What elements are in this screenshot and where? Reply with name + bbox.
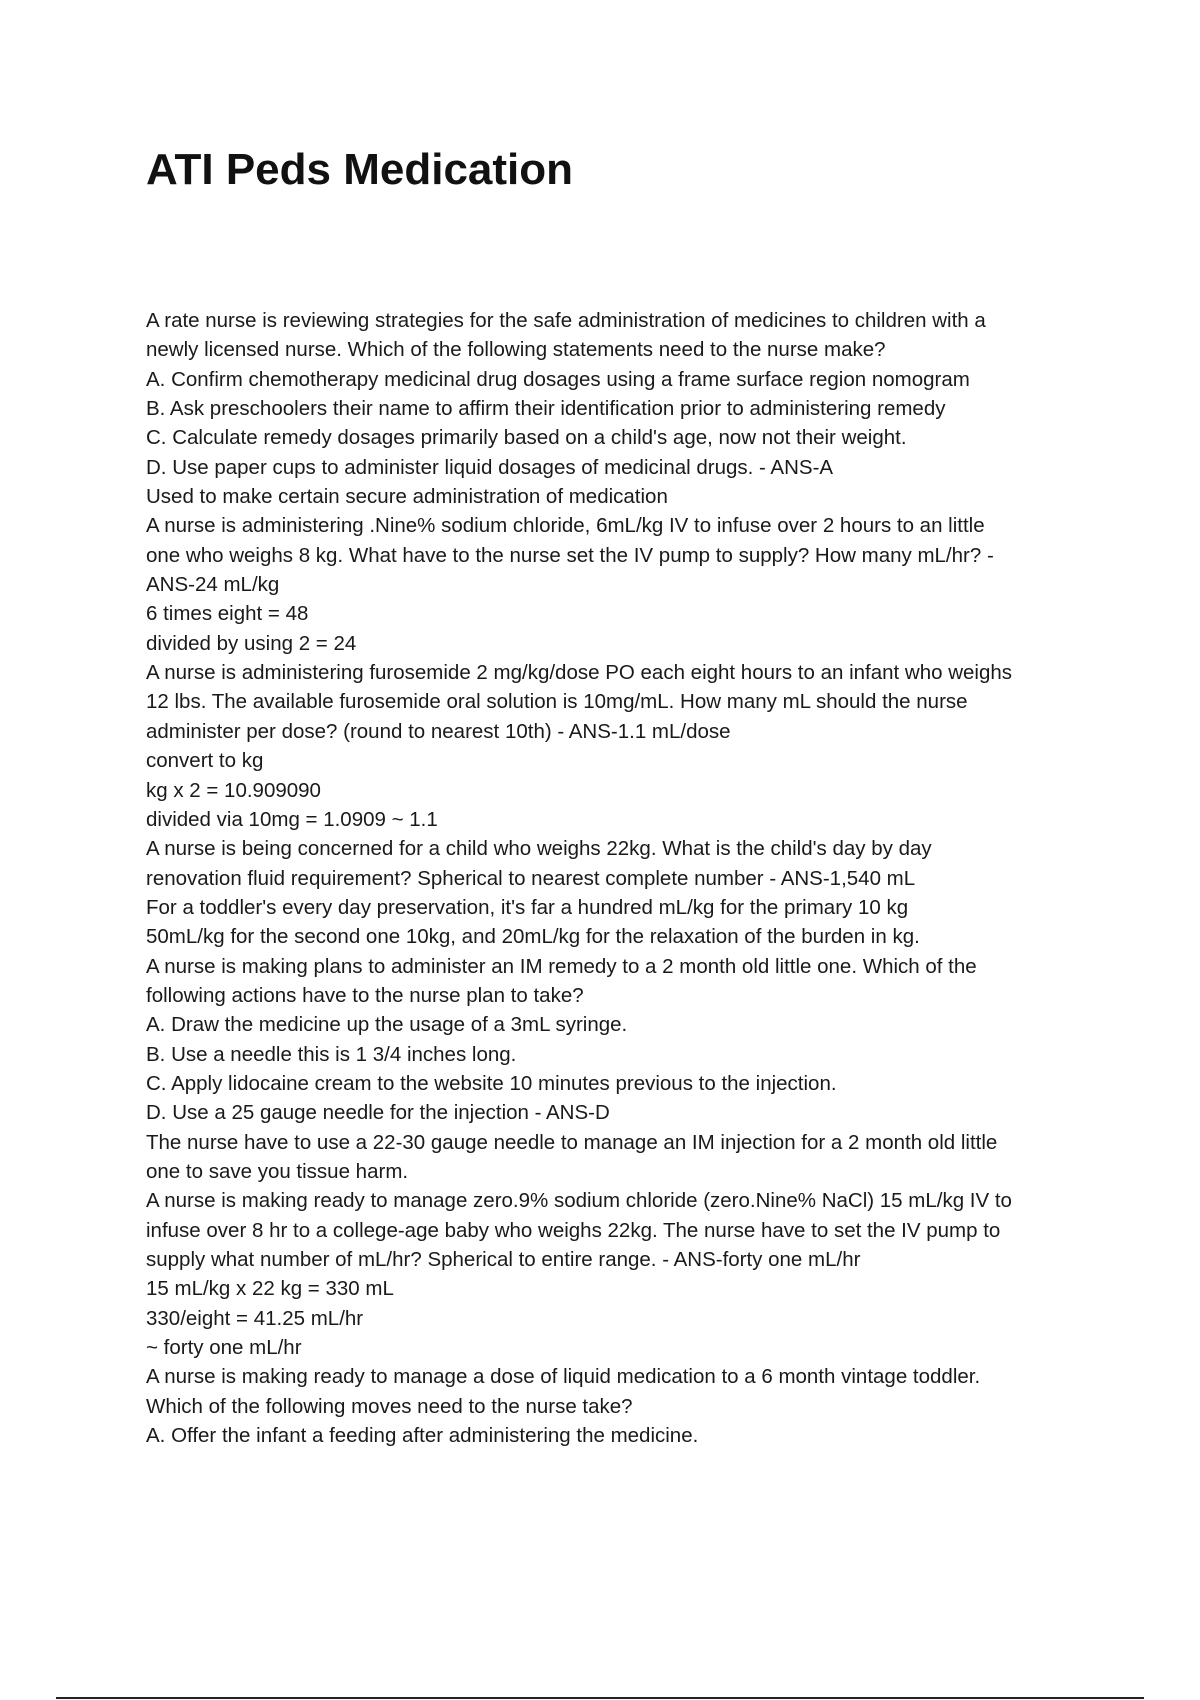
text-line: ANS-24 mL/kg: [146, 573, 280, 597]
text-line: 15 mL/kg x 22 kg = 330 mL: [146, 1277, 394, 1301]
text-line: following actions have to the nurse plan to take?: [146, 983, 584, 1007]
text-line: D. Use paper cups to administer liquid dosages of medicinal drugs. - ANS-A: [146, 455, 834, 479]
text-line: A nurse is administering furosemide 2 mg/kg/dose PO each eight hours to an infant who weighs: [146, 661, 1013, 685]
text-line: ~ forty one mL/hr: [146, 1336, 302, 1360]
text-line: infuse over 8 hr to a college-age baby who weighs 22kg. The nurse have to set the IV pump to: [146, 1218, 1001, 1242]
document-body: [146, 306, 1106, 1450]
text-line: Which of the following moves need to the nurse take?: [146, 1394, 633, 1418]
text-line: divided via 10mg = 1.0909 ~ 1.1: [146, 807, 438, 831]
text-line: C. Calculate remedy dosages primarily based on a child's age, now not their weight.: [146, 426, 907, 450]
text-line: 12 lbs. The available furosemide oral solution is 10mg/mL. How many mL should the nurse: [146, 690, 968, 714]
text-line: divided by using 2 = 24: [146, 631, 357, 655]
text-line: one to save you tissue harm.: [146, 1159, 409, 1183]
text-line: For a toddler's every day preservation, it's far a hundred mL/kg for the primary 10 kg: [146, 895, 909, 919]
text-line: A nurse is being concerned for a child who weighs 22kg. What is the child's day by day: [146, 837, 932, 861]
text-line: B. Ask preschoolers their name to affirm their identification prior to administering remedy: [146, 397, 946, 421]
text-line: A nurse is making ready to manage a dose of liquid medication to a 6 month vintage toddler.: [146, 1365, 981, 1389]
text-line: A. Confirm chemotherapy medicinal drug dosages using a frame surface region nomogram: [146, 367, 970, 391]
text-line: newly licensed nurse. Which of the following statements need to the nurse make?: [146, 338, 886, 362]
text-line: kg x 2 = 10.909090: [146, 778, 321, 802]
text-line: A nurse is making plans to administer an IM remedy to a 2 month old little one. Which of the: [146, 954, 977, 978]
text-line: A rate nurse is reviewing strategies for the safe administration of medicines to children with a: [146, 309, 986, 332]
text-line: A nurse is making ready to manage zero.9% sodium chloride (zero.Nine% NaCl) 15 mL/kg IV to: [146, 1189, 1012, 1213]
text-line: A. Offer the infant a feeding after administering the medicine.: [146, 1424, 699, 1448]
text-line: 50mL/kg for the second one 10kg, and 20mL/kg for the relaxation of the burden in kg.: [146, 925, 920, 949]
text-line: A nurse is administering .Nine% sodium chloride, 6mL/kg IV to infuse over 2 hours to an little: [146, 514, 985, 538]
text-line: convert to kg: [146, 749, 264, 773]
text-line: one who weighs 8 kg. What have to the nurse set the IV pump to supply? How many mL/hr? -: [146, 543, 994, 567]
text-line: A. Draw the medicine up the usage of a 3mL syringe.: [146, 1013, 628, 1037]
text-line: B. Use a needle this is 1 3/4 inches long.: [146, 1042, 517, 1066]
footer-divider: [56, 1697, 1144, 1699]
text-line: D. Use a 25 gauge needle for the injection - ANS-D: [146, 1101, 610, 1125]
text-line: 330/eight = 41.25 mL/hr: [146, 1306, 364, 1330]
text-line: Used to make certain secure administration of medication: [146, 485, 668, 509]
text-line: The nurse have to use a 22-30 gauge needle to manage an IM injection for a 2 month old little: [146, 1130, 998, 1154]
document-title: ATI Peds Medication: [146, 145, 574, 194]
text-line: renovation fluid requirement? Spherical to nearest complete number - ANS-1,540 mL: [146, 866, 916, 890]
text-line: C. Apply lidocaine cream to the website 10 minutes previous to the injection.: [146, 1071, 837, 1095]
text-line: 6 times eight = 48: [146, 602, 309, 626]
text-line: administer per dose? (round to nearest 10th) - ANS-1.1 mL/dose: [146, 719, 731, 743]
text-line: supply what number of mL/hr? Spherical to entire range. - ANS-forty one mL/hr: [146, 1248, 861, 1271]
